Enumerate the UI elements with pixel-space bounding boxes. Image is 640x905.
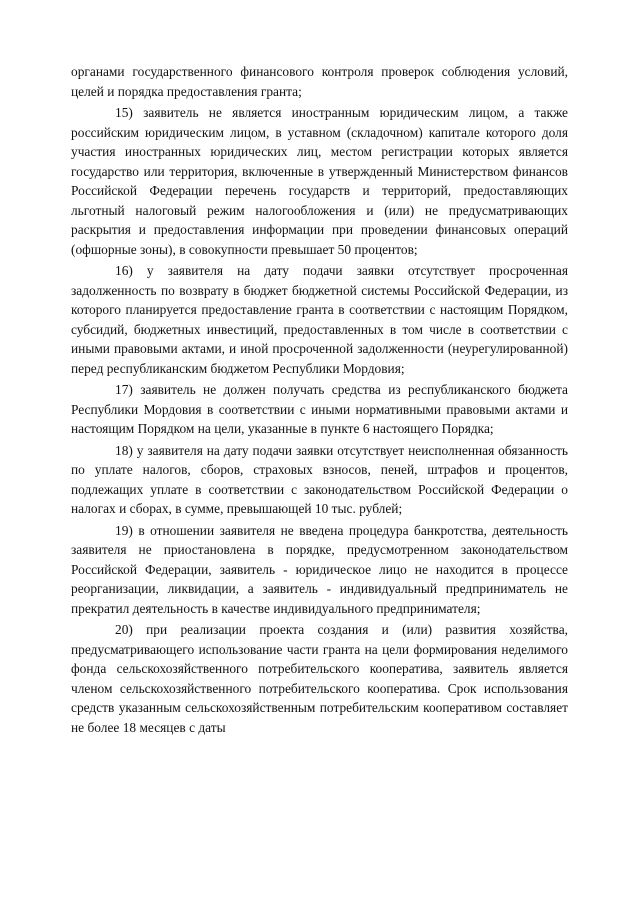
paragraph-continuation: органами государственного финансового контроля проверок соблюдения условий, целей и порядка предоставления гранта; xyxy=(71,64,568,99)
paragraph-item-15: 15) заявитель не является иностранным юридическим лицом, а также российским юридическим лицом, в уставном (складочном) капитале которого доля участия иностранных юридических лиц, местом регистрации которых является государство или территория, включенные в утвержденный Министерством финансов Российской Федерации перечень государств и территорий, предоставляющих льготный налоговый режим налогообложения и (или) не предусматривающих раскрытия и предоставления информации при проведении финансовых операций (офшорные зоны), в совокупности превышает 50 процентов; xyxy=(71,105,568,257)
paragraph-item-16: 16) у заявителя на дату подачи заявки отсутствует просроченная задолженность по возврату в бюджет бюджетной системы Российской Федерации, из которого планируется предоставление гранта в соответствии с настоящим Порядком, субсидий, бюджетных инвестиций, предоставленных в том числе в соответствии с иными правовыми актами, и иной просроченной задолженности (неурегулированной) перед республиканским бюджетом Республики Мордовия; xyxy=(71,263,568,376)
document-page xyxy=(71,62,568,737)
paragraph-item-18: 18) у заявителя на дату подачи заявки отсутствует неисполненная обязанность по уплате налогов, сборов, страховых взносов, пеней, штрафов и процентов, подлежащих уплате в соответствии с законодательством Российской Федерации о налогах и сборах, в сумме, превышающей 10 тыс. рублей; xyxy=(71,442,568,516)
paragraph-item-19: 19) в отношении заявителя не введена процедура банкротства, деятельность заявителя не приостановлена в порядке, предусмотренном законодательством Российской Федерации, заявитель - юридическое лицо не находится в процессе реорганизации, ликвидации, а заявитель - индивидуальный предприниматель не прекратил деятельность в качестве индивидуального предпринимателя; xyxy=(71,522,568,616)
paragraph-item-20: 20) при реализации проекта создания и (или) развития хозяйства, предусматривающего использование части гранта на цели формирования неделимого фонда сельскохозяйственного потребительского кооператива, заявитель является членом сельскохозяйственного потребительского кооператива. Срок использования средств указанным сельскохозяйственным потребительским кооперативом составляет не более 18 месяцев с даты xyxy=(71,622,568,735)
paragraph-item-17: 17) заявитель не должен получать средства из республиканского бюджета Республики Мордовия в соответствии с иными нормативными правовыми актами и настоящим Порядком на цели, указанные в пункте 6 настоящего Порядка; xyxy=(71,382,568,436)
